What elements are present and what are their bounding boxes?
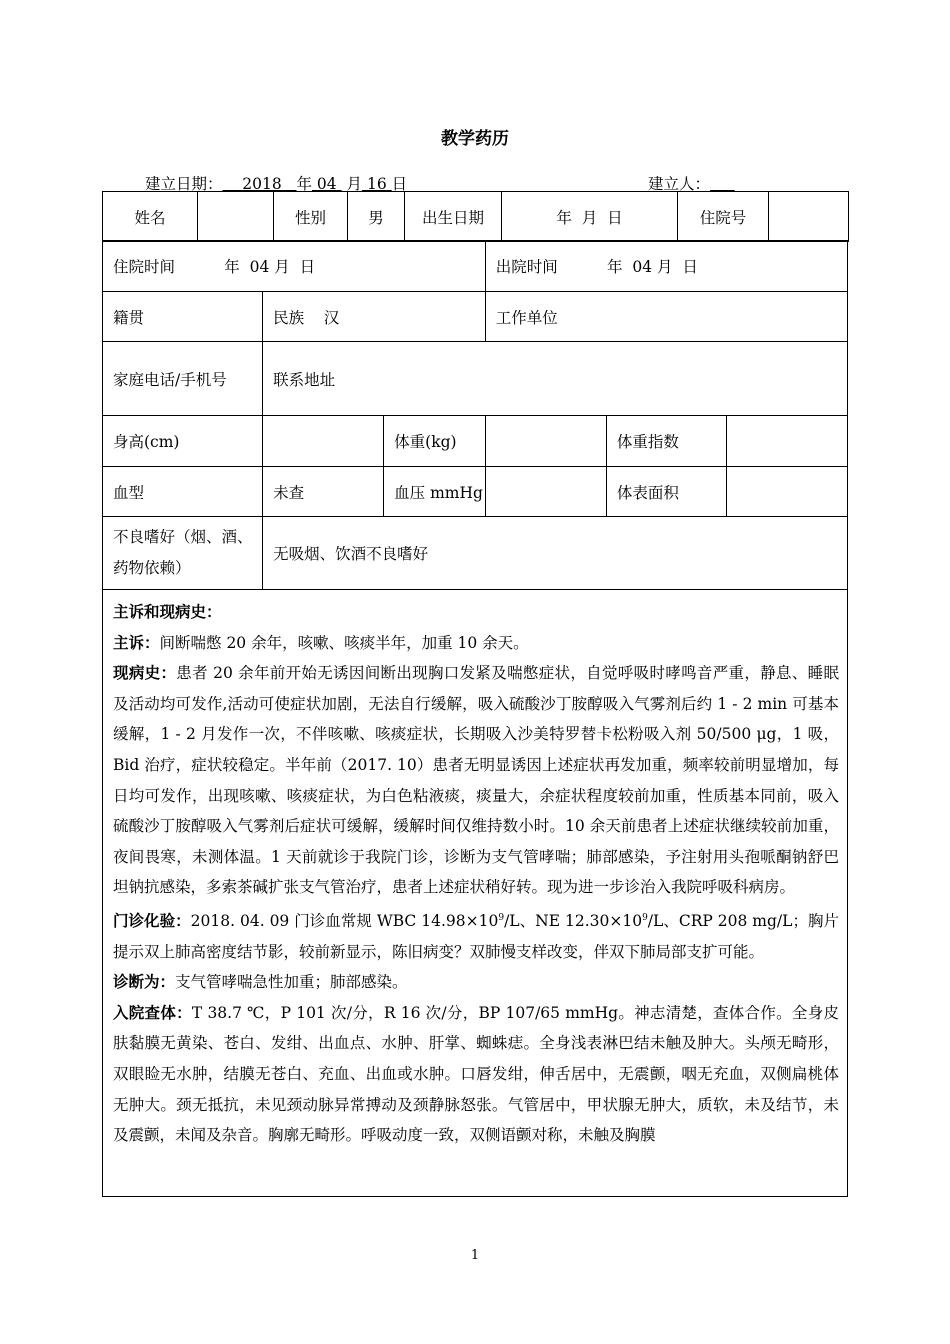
admission-no-value — [769, 192, 849, 242]
blood-type-value: 未查 — [263, 467, 384, 517]
habit-value: 无吸烟、饮酒不良嗜好 — [263, 517, 848, 590]
sex-value: 男 — [348, 192, 405, 242]
basic-info-row — [102, 191, 849, 242]
document-title: 教学药历 — [441, 129, 509, 149]
weight-value — [485, 416, 606, 467]
blood-pressure-label: 血压 mmHg — [384, 467, 486, 517]
blood-type-label: 血型 — [103, 467, 263, 517]
name-value — [198, 192, 274, 242]
sex-label: 性别 — [274, 192, 348, 242]
discharge-time: 出院时间 年 04 月 日 — [485, 241, 847, 292]
admission-exam: 入院查体：T 38.7 ℃，P 101 次/分，R 16 次/分，BP 107/65 mmHg。神志清楚，查体合作。全身皮肤黏膜无黄染、苍白、发绀、出血点、水肿、肝掌、蜘蛛痣。全身浅表淋巴结未触及肿大。头颅无畸形，双眼睑无水肿，结膜无苍白、充血、出血或水肿。口唇发绀，伸舌居中，无震颤，咽无充血，双侧扁桃体无肿大。颈无抵抗，未见颈动脉异常搏动及颈静脉怒张。气管居中，甲状腺无肿大，质软，未及结节，未及震颤，未闻及杂音。胸廓无畸形。呼吸动度一致，双侧语颤对称，未触及胸膜 — [113, 1003, 839, 1145]
history-section — [102, 589, 848, 1197]
ethnicity: 民族 汉 — [263, 292, 486, 342]
bsa-value — [726, 467, 847, 517]
day-unit: 日 — [391, 175, 408, 193]
phone-label: 家庭电话/手机号 — [103, 342, 263, 416]
work-unit-label: 工作单位 — [485, 292, 847, 342]
outpatient-lab: 门诊化验：2018. 04. 09 门诊血常规 WBC $14.98\times 10^9/L$、NE $12.30\times 10^9/L$、CRP 208 mg/L；胸片提示双上肺高密度结节影，较前新显示，陈旧病变？双肺慢支样改变，伴双下肺局部支扩可能。 — [113, 912, 839, 961]
date-month: 04 — [316, 175, 337, 193]
birth-label: 出生日期 — [405, 192, 502, 242]
bmi-label: 体重指数 — [606, 416, 726, 467]
history-section-title: 主诉和现病史： — [113, 603, 222, 621]
bmi-value — [726, 416, 847, 467]
present-illness: 现病史：患者 20 余年前开始无诱因间断出现胸口发紧及喘憋症状，自觉呼吸时哮鸣音严重，静息、睡眠及活动均可发作,活动可使症状加剧，无法自行缓解，吸入硫酸沙丁胺醇吸入气雾剂后约 1 - 2 min 可基本缓解，1 - 2 月发作一次，不伴咳嗽、咳痰症状，长期吸入沙美特罗替卡松粉吸入剂 50/500 μg，1 吸，Bid 治疗，症状较稳定。半年前（2017. 10）患者无明显诱因上述症状再发加重，频率较前明显增加，每日均可发作，出现咳嗽、咳痰症状，为白色粘液痰，痰量大，余症状程度较前加重，性质基本同前，吸入硫酸沙丁胺醇吸入气雾剂后症状可缓解，缓解时间仅维持数小时。10 余天前患者上述症状继续较前加重，夜间畏寒，未测体温。1 天前就诊于我院门诊，诊断为支气管哮喘；肺部感染，予注射用头孢哌酮钠舒巴坦钠抗感染，多索茶碱扩张支气管治疗，患者上述症状稍好转。现为进一步诊治入我院呼吸科病房。 — [113, 664, 839, 897]
date-day: 16 — [366, 175, 387, 193]
name-label: 姓名 — [103, 192, 198, 242]
habit-label: 不良嗜好（烟、酒、药物依赖） — [103, 517, 263, 590]
diagnosis: 诊断为：支气管哮喘急性加重；肺部感染。 — [113, 973, 408, 992]
chief-complaint: 主诉：间断喘憋 20 余年，咳嗽、咳痰半年，加重 10 余天。 — [113, 633, 529, 652]
bsa-label: 体表面积 — [606, 467, 726, 517]
page-number: 1 — [470, 1248, 480, 1263]
blood-pressure-value — [485, 467, 606, 517]
admit-time: 住院时间 年 04 月 日 — [103, 241, 486, 292]
admission-no-label: 住院号 — [678, 192, 769, 242]
patient-info-table — [102, 240, 848, 590]
birth-value: 年 月 日 — [502, 192, 678, 242]
creator-label: 建立人： — [648, 175, 711, 193]
native-place-label: 籍贯 — [103, 292, 263, 342]
weight-label: 体重(kg) — [384, 416, 486, 467]
date-year: 2018 — [242, 175, 282, 193]
month-unit: 月 — [346, 175, 363, 193]
height-label: 身高(cm) — [103, 416, 263, 467]
height-value — [263, 416, 384, 467]
year-unit: 年 — [296, 175, 312, 193]
date-label: 建立日期： — [145, 175, 223, 193]
address-label: 联系地址 — [263, 342, 848, 416]
